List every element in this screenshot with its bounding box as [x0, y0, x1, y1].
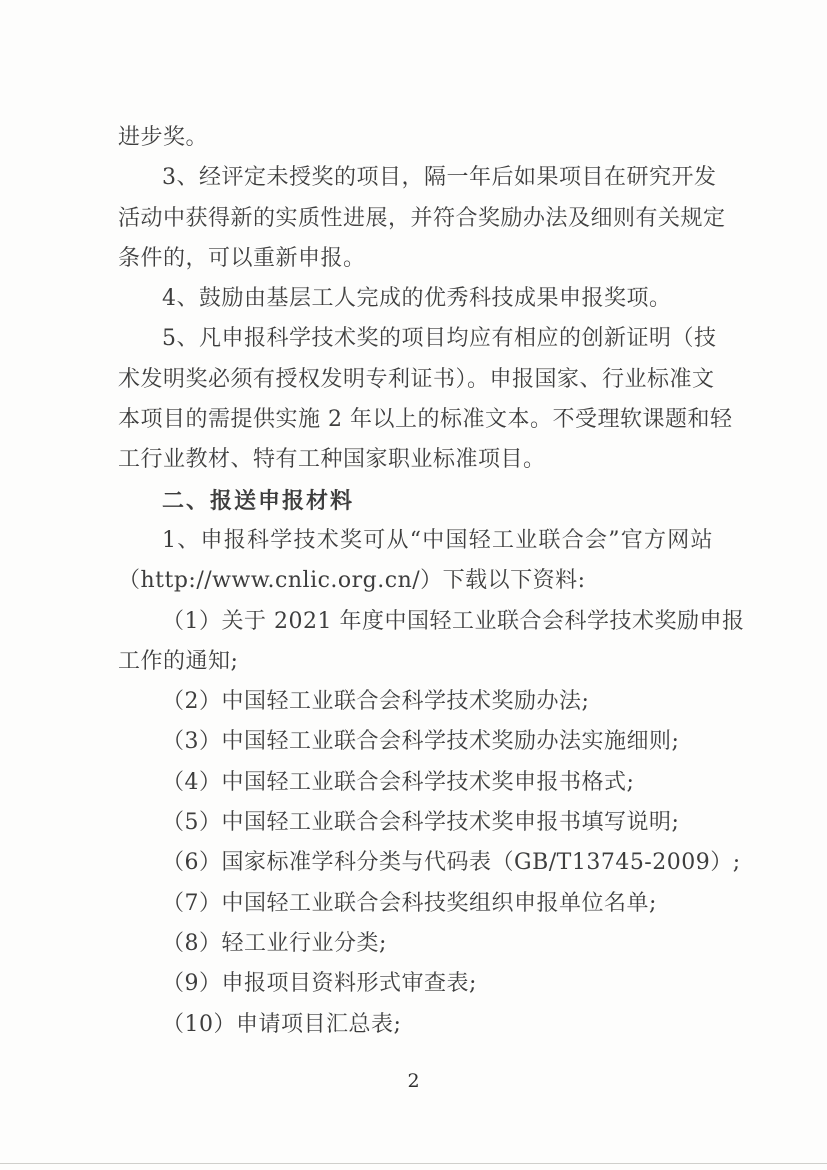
text-line: （8）轻工业行业分类;	[162, 930, 387, 956]
paragraph	[118, 118, 713, 158]
text-line: （http://www.cnlic.org.cn/）下载以下资料:	[118, 568, 586, 594]
text-line: （9）申报项目资料形式审查表;	[162, 971, 477, 997]
text-line: （2）中国轻工业联合会科学技术奖励办法;	[162, 689, 590, 715]
text-line: 活动中获得新的实质性进展，并符合奖励办法及细则有关规定	[118, 205, 726, 231]
paragraph	[118, 803, 713, 843]
text-line: 5、凡申报科学技术奖的项目均应有相应的创新证明（技	[162, 326, 717, 352]
paragraph	[118, 924, 713, 964]
text-line: （6）国家标准学科分类与代码表（GB/T13745-2009）;	[162, 850, 741, 876]
paragraph	[118, 158, 726, 279]
text-line: （1）关于 2021 年度中国轻工业联合会科学技术奖励申报	[162, 608, 745, 634]
text-line: 4、鼓励由基层工人完成的优秀科技成果申报奖项。	[162, 286, 672, 312]
text-line: 3、经评定未授奖的项目，隔一年后如果项目在研究开发	[162, 165, 717, 191]
text-line: 1、申报科学技术奖可从“中国轻工业联合会”官方网站	[162, 527, 713, 553]
paragraph	[118, 521, 713, 602]
paragraph	[118, 319, 733, 480]
paragraph	[118, 722, 713, 762]
paragraph	[118, 964, 713, 1004]
paragraph	[118, 884, 713, 924]
text-line: （10）申请项目汇总表;	[162, 1011, 402, 1037]
text-line: 工作的通知;	[118, 648, 239, 674]
paragraph	[118, 1005, 713, 1045]
page-number: 2	[407, 1070, 420, 1092]
section-heading	[118, 481, 713, 521]
text-line: （3）中国轻工业联合会科学技术奖励办法实施细则;	[162, 729, 680, 755]
paragraph	[118, 602, 745, 683]
paragraph	[118, 279, 713, 319]
paragraph	[118, 682, 713, 722]
text-line: 二、报送申报材料	[162, 487, 355, 514]
scan-edge-line	[0, 1163, 827, 1164]
text-block	[118, 118, 745, 1045]
text-line: （5）中国轻工业联合会科学技术奖申报书填写说明;	[162, 810, 680, 836]
paragraph	[118, 843, 741, 883]
text-line: 本项目的需提供实施 2 年以上的标准文本。不受理软课题和轻	[118, 407, 733, 433]
text-line: 条件的，可以重新申报。	[118, 245, 366, 271]
text-line: 进步奖。	[118, 125, 209, 150]
text-line: （7）中国轻工业联合会科技奖组织申报单位名单;	[162, 890, 657, 916]
paragraph	[118, 763, 713, 803]
text-line: 工行业教材、特有工种国家职业标准项目。	[118, 447, 546, 473]
text-line: （4）中国轻工业联合会科学技术奖申报书格式;	[162, 769, 635, 795]
text-line: 术发明奖必须有授权发明专利证书）。申报国家、行业标准文	[118, 366, 715, 392]
